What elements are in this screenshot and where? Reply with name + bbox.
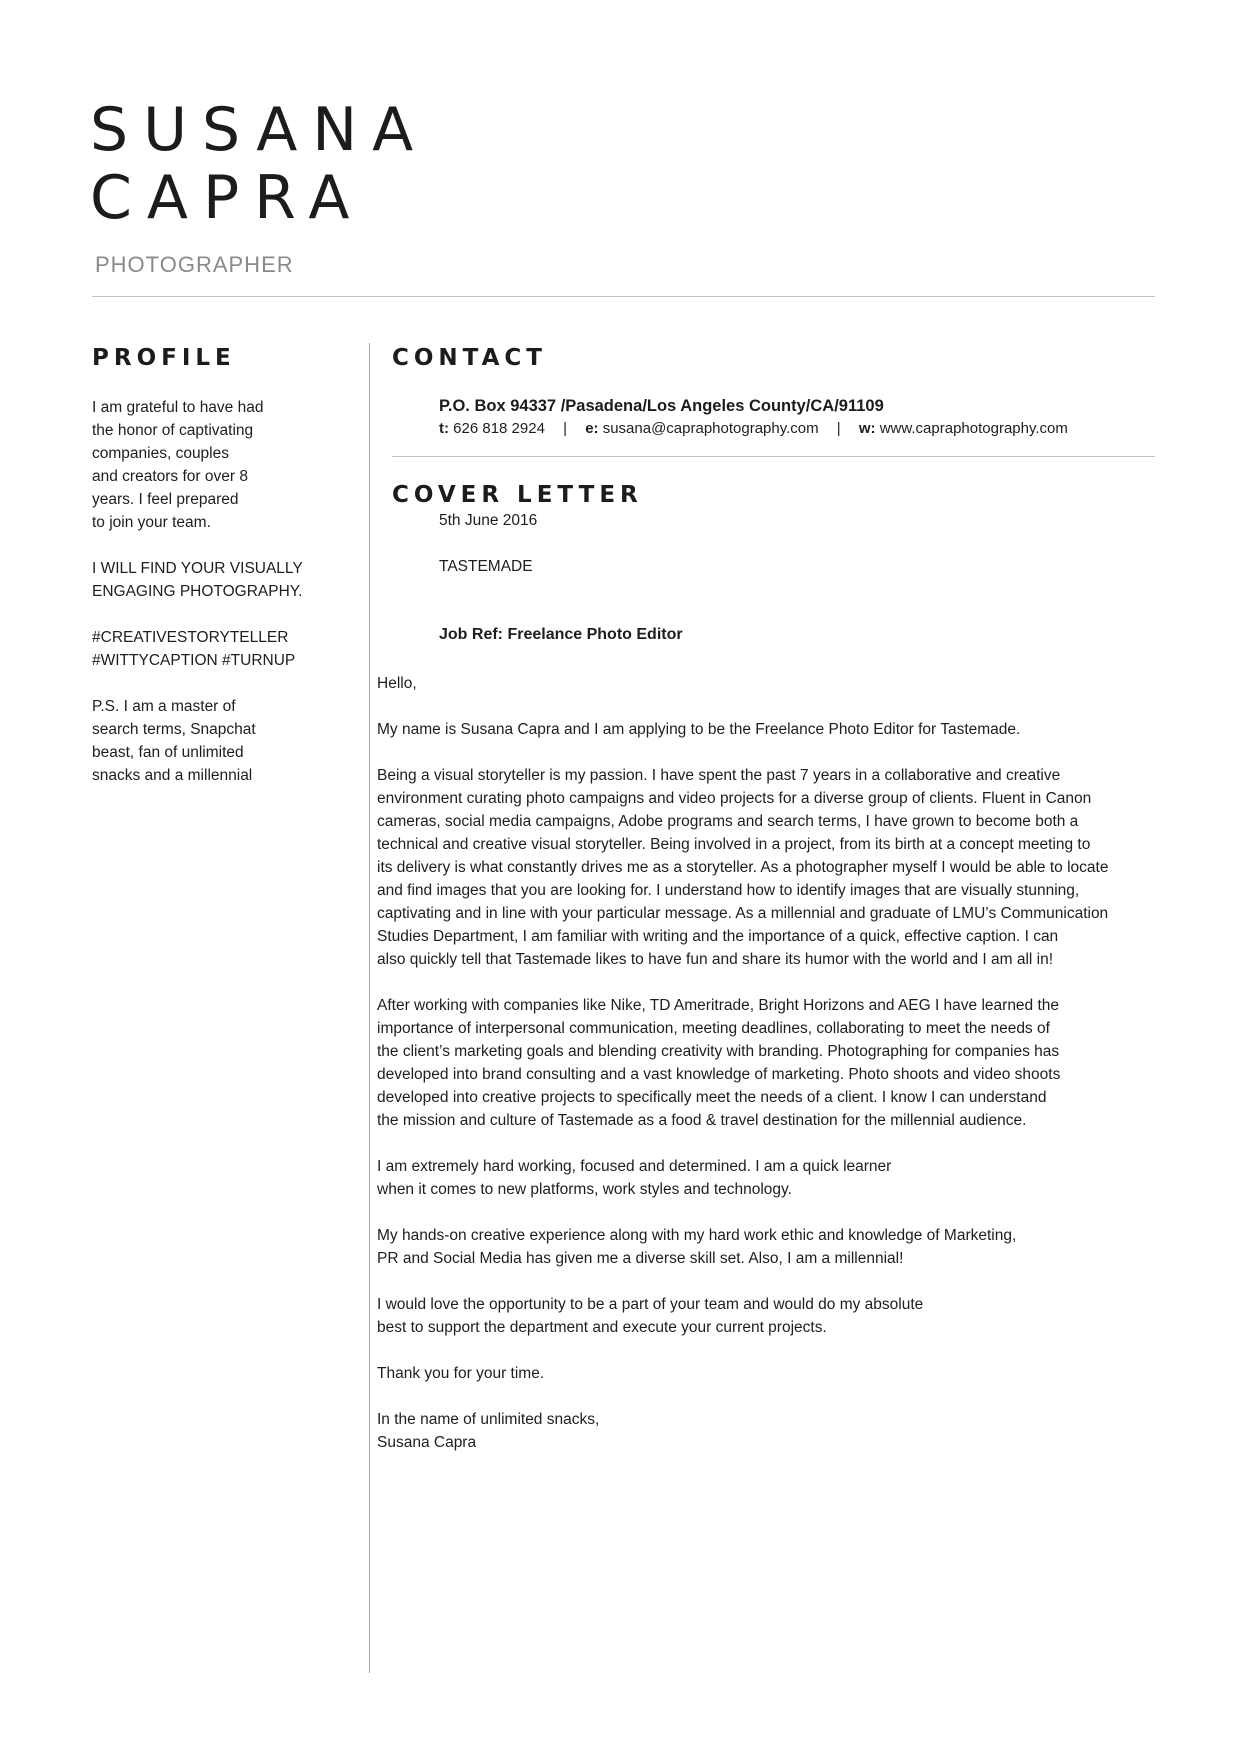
letter-body [377, 672, 1157, 1477]
letter-paragraph: After working with companies like Nike, TD Ameritrade, Bright Horizons and AEG I have learned the importance of interpersonal communication, meeting deadlines, collaborating to meet the needs of the client’s marketing goals and blending creativity with branding. Photographing for companies has developed into brand consulting and a vast knowledge of marketing. Photo shoots and video shoots developed into creative projects to specifically meet the needs of a client. I know I can understand the mission and culture of Tastemade as a food & travel destination for the millennial audience. [377, 997, 1061, 1129]
letter-paragraph: I am extremely hard working, focused and determined. I am a quick learner when it comes to new platforms, work styles and technology. [377, 1158, 892, 1198]
last-name: CAPRA [90, 163, 365, 233]
first-name: SUSANA [90, 95, 429, 165]
profile-section [92, 396, 332, 810]
letter-signoff: In the name of unlimited snacks, Susana Capra [377, 1411, 600, 1451]
contact-divider [392, 456, 1155, 457]
header-divider [92, 296, 1155, 297]
column-divider [369, 343, 370, 1673]
cover-letter-heading: COVER LETTER [392, 482, 643, 508]
letter-paragraph: I would love the opportunity to be a part of your team and would do my absolute best to support the department and execute your current projects. [377, 1296, 924, 1336]
contact-separator: | [836, 420, 841, 437]
profile-heading: PROFILE [92, 345, 236, 371]
postal-address: P.O. Box 94337 /Pasadena/Los Angeles County/CA/91109 [439, 397, 884, 415]
letter-paragraph: My name is Susana Capra and I am applying to be the Freelance Photo Editor for Tastemade. [377, 721, 1021, 738]
phone-label: t: [439, 420, 449, 437]
contact-heading: CONTACT [392, 345, 547, 371]
web-label: w: [858, 420, 876, 437]
email-label: e: [585, 420, 599, 437]
letter-date: 5th June 2016 [439, 512, 538, 529]
contact-separator: | [563, 420, 568, 437]
profile-paragraph: #CREATIVESTORYTELLER #WITTYCAPTION #TURNUP [92, 629, 296, 669]
job-reference: Job Ref: Freelance Photo Editor [439, 626, 683, 643]
profile-paragraph: I am grateful to have had the honor of captivating companies, couples and creators for over 8 years. I feel prepared to join your team. [92, 399, 264, 531]
profile-paragraph: I WILL FIND YOUR VISUALLY ENGAGING PHOTOGRAPHY. [92, 560, 303, 600]
website: www.capraphotography.com [879, 420, 1068, 437]
contact-details [439, 420, 1068, 437]
profile-paragraph: P.S. I am a master of search terms, Snapchat beast, fan of unlimited snacks and a millennial [92, 698, 256, 784]
letter-paragraph: My hands-on creative experience along with my hard work ethic and knowledge of Marketing, PR and Social Media has given me a diverse skill set. Also, I am a millennial! [377, 1227, 1017, 1267]
full-name [90, 96, 428, 232]
letter-paragraph: Thank you for your time. [377, 1365, 545, 1382]
recipient-company: TASTEMADE [439, 558, 533, 575]
phone-number: 626 818 2924 [453, 420, 545, 437]
letter-paragraph: Being a visual storyteller is my passion. I have spent the past 7 years in a collaborative and creative environment curating photo campaigns and video projects for a diverse group of clients. Fluent in Canon cameras, social media campaigns, Adobe programs and search terms, I have grown to become both a technical and creative visual storyteller. Being involved in a project, from its birth at a concept meeting to its delivery is what constantly drives me as a storyteller. As a photographer myself I would be able to locate and find images that you are looking for. I understand how to identify images that are visually stunning, captivating and in line with your particular message. As a millennial and graduate of LMU’s Communication Studies Department, I am familiar with writing and the importance of a quick, effective caption. I can also quickly tell that Tastemade likes to have fun and share its humor with the world and I am all in! [377, 767, 1109, 968]
letter-paragraph: Hello, [377, 675, 417, 692]
email-address: susana@capraphotography.com [602, 420, 819, 437]
job-title: PHOTOGRAPHER [95, 252, 294, 277]
